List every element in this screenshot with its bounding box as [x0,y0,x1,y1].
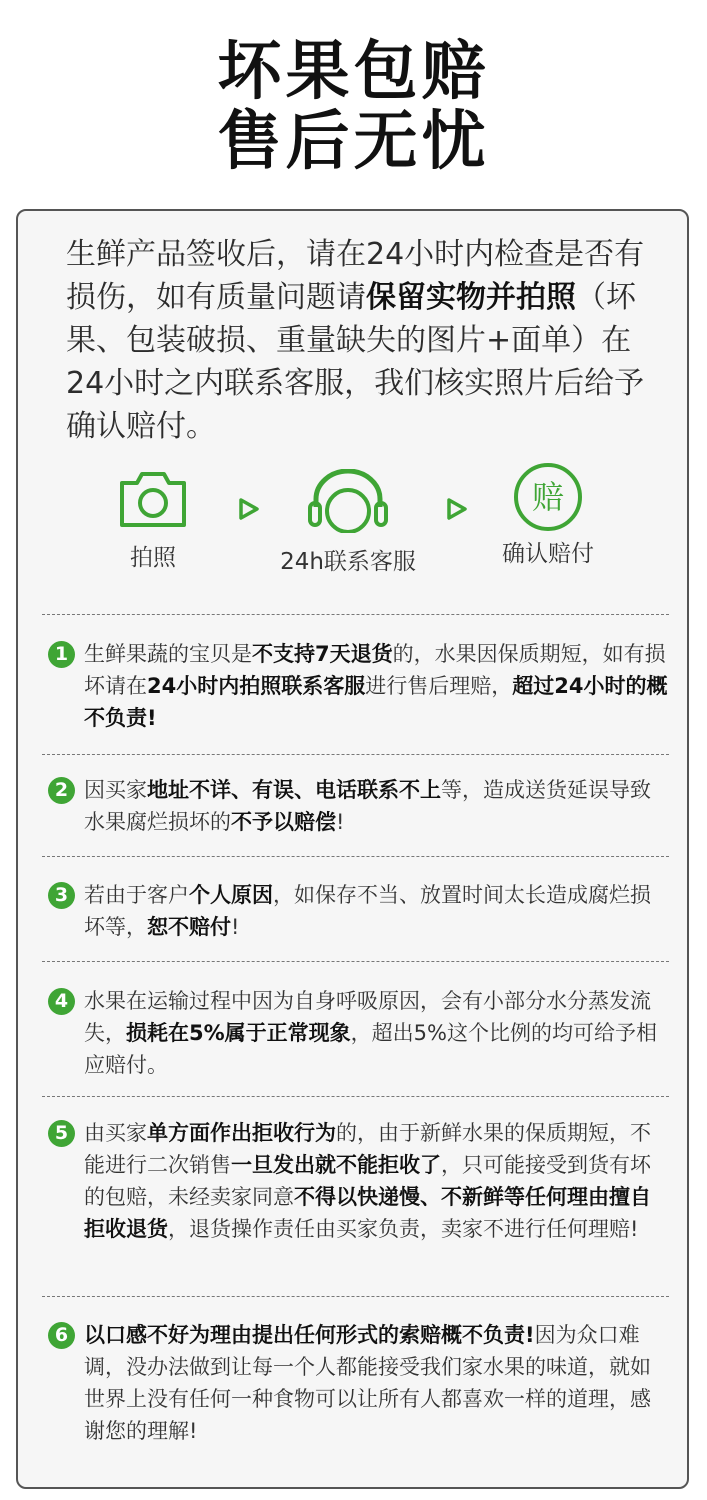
policy-text-bold: 超过24小时的概不负责! [84,674,668,730]
policy-text-segment: 生鲜果蔬的宝贝是 [84,642,252,666]
headset-icon [268,469,428,533]
policy-text-segment: 水果在运输过程中因为自身呼吸原因，会有小部分水分蒸发流失， [84,989,651,1045]
compensation-glyph: 赔 [531,478,565,516]
arrow-right-icon [446,497,468,525]
compensation-icon [493,461,603,533]
after-sales-policy-card [16,209,689,1489]
policy-text-segment: ! [231,915,240,939]
policy-text-bold: 恕不赔付 [147,915,231,939]
camera-icon [113,469,193,529]
policy-text-bold: 地址不详、有误、电话联系不上 [147,778,441,802]
step-label-contact: 24h联系客服 [280,549,416,575]
intro-text-2: （坏果、包装破损、重量缺失的图片+面单）在24小时之内联系客服，我们核实照片后给予确认赔付。 [66,280,645,444]
intro-paragraph [66,233,656,448]
policy-text [84,1319,668,1447]
policy-text-segment: 的，由于新鲜水果的保质期短，不能进行二次销售 [84,1121,651,1177]
divider [42,856,669,857]
policy-text-bold: 单方面作出拒收行为 [147,1121,336,1145]
policy-text-segment: 若由于客户 [84,883,189,907]
divider [42,614,669,615]
policy-text-segment: 等，造成送货延误导致水果腐烂损坏的 [84,778,651,834]
policy-text-bold: 一旦发出就不能拒收了 [231,1153,441,1177]
policy-text-segment: 因买家 [84,778,147,802]
policy-text-segment: 由买家 [84,1121,147,1145]
number-badge: 3 [48,882,75,909]
policy-item [48,774,668,838]
step-confirm [493,469,603,568]
step-label-photo: 拍照 [130,545,176,571]
policy-text-bold: 24小时内拍照联系客服 [147,674,366,698]
policy-item [48,638,668,734]
process-steps [18,469,691,589]
policy-text-segment: ，只可能接受到货有坏的包赔，未经卖家同意 [84,1153,651,1209]
policy-text-bold: 不支持7天退货 [252,642,393,666]
number-badge: 2 [48,777,75,804]
policy-item [48,1117,668,1245]
policy-text [84,879,668,943]
policy-text-segment: 进行售后理赔， [365,674,513,698]
policy-text-bold: 不予以赔偿 [231,810,336,834]
number-badge: 4 [48,988,75,1015]
number-badge: 1 [48,641,75,668]
intro-text-1: 生鲜产品签收后，请在24小时内检查是否有损伤，如有质量问题请 [66,237,645,315]
policy-text-segment: ，如保存不当、放置时间太长造成腐烂损坏等， [84,883,651,939]
policy-text [84,1117,668,1245]
arrow-right-icon [238,497,260,525]
policy-item [48,879,668,943]
policy-text-bold: 损耗在5%属于正常现象 [126,1021,351,1045]
policy-text-segment: ，退货操作责任由买家负责，卖家不进行任何理赔! [168,1217,639,1241]
policy-text-bold: 以口感不好为理由提出任何形式的索赔概不负责! [84,1323,535,1347]
number-badge: 6 [48,1322,75,1349]
intro-text-bold: 保留实物并拍照 [366,280,576,315]
step-label-confirm: 确认赔付 [502,541,594,567]
number-badge: 5 [48,1120,75,1147]
policy-item [48,985,668,1081]
policy-text-bold: 不得以快递慢、不新鲜等任何理由擅自拒收退货 [84,1185,651,1241]
headline-line-2: 售后无忧 [217,105,490,179]
policy-text [84,638,668,734]
policy-text-segment: ，超出5%这个比例的均可给予相应赔付。 [84,1021,657,1077]
policy-item [48,1319,668,1447]
policy-text [84,985,668,1081]
step-photo [113,469,193,572]
divider [42,1096,669,1097]
policy-text-segment: 的，水果因保质期短，如有损坏请在 [84,642,666,698]
step-contact [268,469,428,576]
divider [42,961,669,962]
policy-text [84,774,668,838]
divider [42,754,669,755]
divider [42,1296,669,1297]
policy-text-segment: 因为众口难调，没办法做到让每一个人都能接受我们家水果的味道，就如世界上没有任何一种食物可以让所有人都喜欢一样的道理，感谢您的理解! [84,1323,651,1443]
headline-line-1: 坏果包赔 [217,35,490,109]
policy-text-segment: ! [336,810,345,834]
policy-text-bold: 个人原因 [189,883,273,907]
